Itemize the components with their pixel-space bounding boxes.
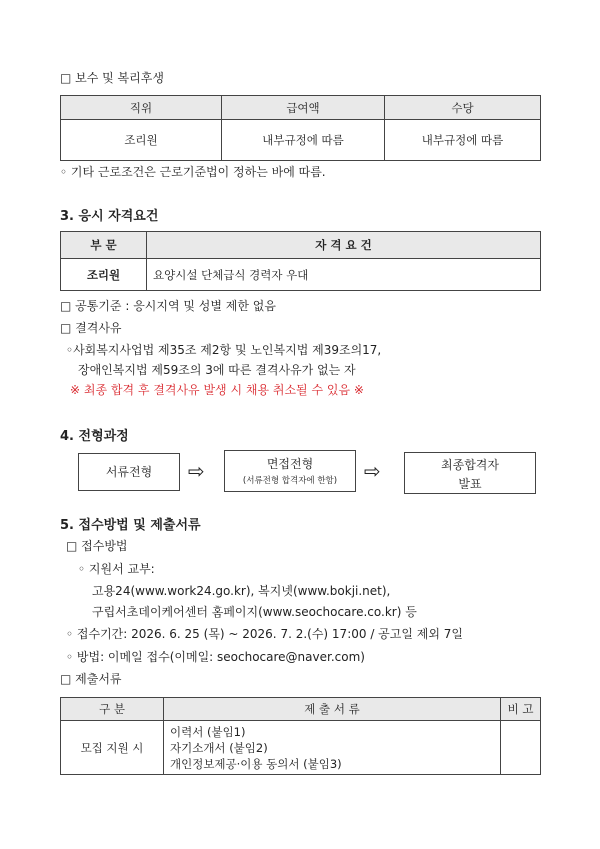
cell-documents [164, 721, 501, 775]
cell-position: 조리원 [61, 120, 222, 161]
documents-heading: □ 제출서류 [60, 672, 122, 686]
document-item: 자기소개서 (붙임2) [170, 740, 268, 755]
arrow-right-icon: ⇨ [188, 459, 205, 483]
disqualification-warning: ※ 최종 합격 후 결격사유 발생 시 채용 취소될 수 있음 ※ [70, 383, 364, 397]
document-item: 개인정보제공·이용 동의서 (붙임3) [170, 756, 342, 771]
col-remark: 비 고 [501, 698, 541, 721]
documents-header-row [61, 698, 541, 721]
salary-row [61, 120, 541, 161]
documents-table [60, 697, 541, 775]
step-final-announcement [404, 452, 536, 494]
common-criteria: □ 공통기준 : 응시지역 및 성별 제한 없음 [60, 299, 276, 313]
salary-table [60, 95, 541, 161]
disqualification-line-1: ◦사회복지사업법 제35조 제2항 및 노인복지법 제39조의17, [66, 343, 382, 357]
arrow-right-icon: ⇨ [364, 459, 381, 483]
col-salary: 급여액 [222, 96, 385, 120]
cell-allowance: 내부규정에 따름 [385, 120, 541, 161]
form-line-2: 구립서초데이케어센터 홈페이지(www.seochocare.co.kr) 등 [92, 605, 417, 619]
qualification-header-row [61, 232, 541, 259]
section-3-title: 3. 응시 자격요건 [60, 209, 159, 224]
cell-division: 조리원 [61, 259, 147, 291]
cell-remark [501, 721, 541, 775]
step-interview-label: 면접전형 [266, 457, 314, 471]
document-item: 이력서 (붙임1) [170, 724, 246, 739]
col-position: 직위 [61, 96, 222, 120]
col-requirement: 자 격 요 건 [147, 232, 541, 259]
col-category: 구 분 [61, 698, 164, 721]
cell-category: 모집 지원 시 [61, 721, 164, 775]
step-final-line-1: 최종합격자 [441, 458, 499, 472]
method-heading: □ 접수방법 [66, 539, 128, 553]
qualification-table [60, 231, 541, 291]
disqualification-heading: □ 결격사유 [60, 321, 122, 335]
section-5-title: 5. 접수방법 및 제출서류 [60, 518, 201, 533]
step-document-screening: 서류전형 [78, 453, 180, 491]
form-label: ◦ 지원서 교부: [78, 562, 155, 576]
step-interview [224, 450, 356, 492]
application-method: ◦ 방법: 이메일 접수(이메일: seochocare@naver.com) [66, 650, 365, 664]
salary-heading: □ 보수 및 복리후생 [60, 71, 164, 85]
qualification-row [61, 259, 541, 291]
documents-row [61, 721, 541, 775]
cell-requirement: 요양시설 단체급식 경력자 우대 [147, 259, 541, 291]
disqualification-line-2: 장애인복지법 제59조의 3에 따른 결격사유가 없는 자 [78, 363, 356, 377]
col-division: 부 문 [61, 232, 147, 259]
application-period: ◦ 접수기간: 2026. 6. 25 (목) ~ 2026. 7. 2.(수) 17:00 / 공고일 제외 7일 [66, 627, 463, 641]
col-documents: 제 출 서 류 [164, 698, 501, 721]
form-line-1: 고용24(www.work24.go.kr), 복지넷(www.bokji.net), [92, 584, 391, 598]
step-final-line-2: 발표 [458, 477, 482, 491]
salary-header-row [61, 96, 541, 120]
cell-salary: 내부규정에 따름 [222, 120, 385, 161]
col-allowance: 수당 [385, 96, 541, 120]
section-4-title: 4. 전형과정 [60, 429, 129, 444]
salary-note: ◦ 기타 근로조건은 근로기준법이 정하는 바에 따름. [60, 165, 326, 179]
step-interview-note: (서류전형 합격자에 한함) [242, 476, 338, 486]
